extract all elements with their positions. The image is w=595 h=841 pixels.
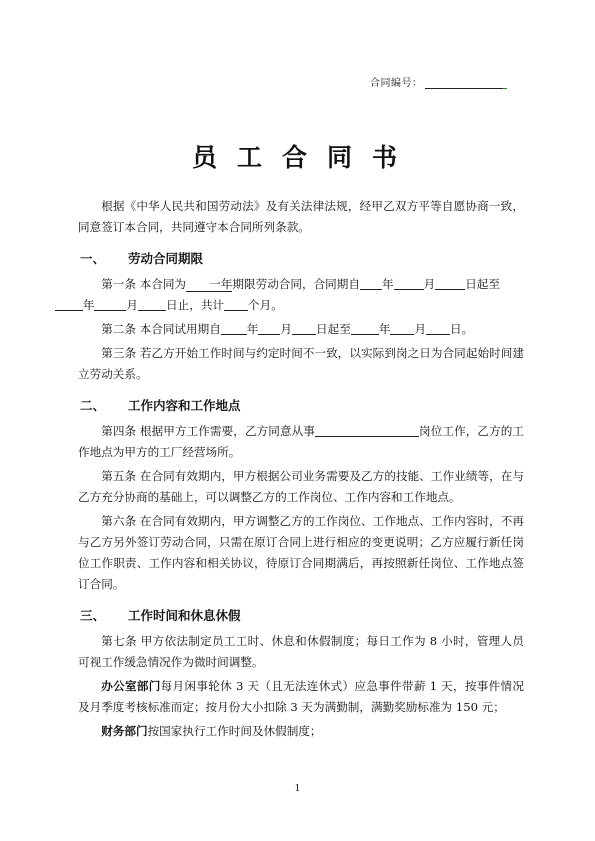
contract-number: [370, 74, 507, 89]
start-year-field[interactable]: [360, 276, 382, 290]
contract-body: [78, 196, 524, 742]
term-field[interactable]: 一年: [186, 278, 232, 292]
article-7: 第七条 甲方依法制定员工工时、休息和休假制度；每日工作为 8 小时，管理人员可视工作缓急情况作为微时间调整。: [78, 634, 524, 669]
page-number: 1: [294, 784, 301, 794]
year-label: 年: [82, 298, 95, 312]
article-3: 第三条 若乙方开始工作时间与约定时间不一致，以实际到岗之日为合同起始时间建立劳动关系。: [78, 346, 524, 381]
finance-department-rule: [78, 721, 524, 742]
probation-end-day-field[interactable]: [426, 321, 450, 335]
section-number: 一、: [80, 251, 106, 266]
article-2: [78, 319, 524, 340]
office-department-rule: [78, 676, 524, 718]
finance-department-label: 财务部门: [101, 724, 148, 738]
probation-start-day-field[interactable]: [292, 321, 316, 335]
section-number: 三、: [80, 608, 106, 623]
year-label: 年: [378, 322, 391, 336]
article-1: [78, 274, 524, 316]
end-month-field[interactable]: [94, 297, 126, 311]
month-label: 月: [414, 322, 427, 336]
section-number: 二、: [80, 398, 106, 413]
contract-number-label: 合同编号：: [370, 78, 423, 89]
position-field[interactable]: [315, 423, 419, 437]
article-2-text: 第二条 本合同试用期自: [101, 322, 221, 336]
article-6: 第六条 在合同有效期内，甲方调整乙方的工作岗位、工作地点、工作内容时，不再与乙方另外签订劳动合同，只需在原订合同上进行相应的变更说明；乙方应履行新任岗位工作职责、工作内容和相关协议，待原订合同期满后，再按照新任岗位、工作地点签订合同。: [78, 514, 524, 591]
year-label: 年: [381, 277, 394, 291]
article-4: [78, 421, 524, 463]
document-title: 员工合同书: [191, 143, 417, 172]
section-heading-1: [80, 248, 524, 270]
year-label: 年: [246, 322, 259, 336]
from-label: 日起至: [316, 322, 351, 336]
finance-department-text: 按国家执行工作时间及休假制度；: [147, 724, 322, 738]
article-5: 第五条 在合同有效期内，甲方根据公司业务需要及乙方的技能、工作业绩等，在与乙方充分协商的基础上，可以调整乙方的工作岗位、工作内容和工作地点。: [78, 469, 524, 504]
article-1-text-a: 第一条 本合同为: [101, 277, 187, 291]
contract-number-blank[interactable]: [425, 78, 503, 89]
probation-start-year-field[interactable]: [221, 321, 247, 335]
section-heading-3: [80, 605, 524, 627]
start-day-field[interactable]: [435, 276, 465, 290]
cursor-mark: [503, 88, 507, 89]
end-year-field[interactable]: [55, 297, 83, 311]
from-label: 日起至: [465, 277, 500, 291]
section-title: 工作时间和休息休假: [128, 608, 241, 623]
day-label: 日。: [450, 322, 474, 336]
office-department-label: 办公室部门: [101, 679, 161, 693]
months-label: 个月。: [248, 298, 283, 312]
start-month-field[interactable]: [394, 276, 424, 290]
article-4-text-b: 岗位工作，乙方的工作地点为甲方的工厂经营场所。: [78, 424, 524, 459]
office-department-text: 每月闲事轮休 3 天（且无法连休式）应急事件带薪 1 天，按事件情况及月季度考核标准而定；按月份大小扣除 3 天为满勤制，满勤奖励标准为 150 元；: [78, 679, 524, 714]
month-label: 月: [280, 322, 293, 336]
section-heading-2: [80, 395, 524, 417]
probation-start-month-field[interactable]: [258, 321, 280, 335]
article-1-text-b: 期限劳动合同，合同期自: [232, 277, 360, 291]
to-label: 日止，共计: [166, 298, 225, 312]
probation-end-month-field[interactable]: [390, 321, 414, 335]
section-title: 劳动合同期限: [128, 251, 204, 266]
months-count-field[interactable]: [224, 297, 248, 311]
intro-paragraph: 根据《中华人民共和国劳动法》及有关法律法规，经甲乙双方平等自愿协商一致，同意签订本合同，共同遵守本合同所列条款。: [78, 199, 524, 234]
month-label: 月: [126, 298, 139, 312]
probation-end-year-field[interactable]: [351, 321, 379, 335]
month-label: 月: [423, 277, 436, 291]
article-4-text-a: 第四条 根据甲方工作需要，乙方同意从事: [101, 424, 315, 438]
end-day-field[interactable]: [138, 297, 166, 311]
section-title: 工作内容和工作地点: [128, 398, 241, 413]
